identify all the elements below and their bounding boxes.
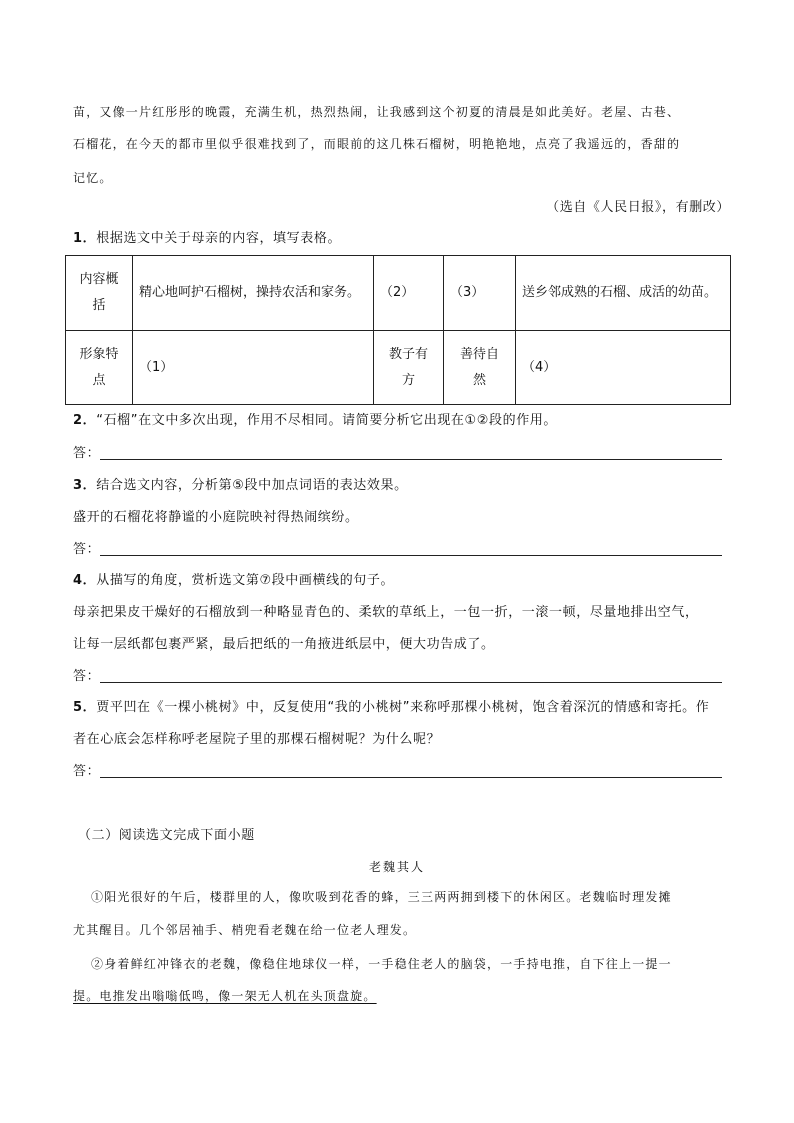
question-number: 1． [73,231,97,246]
question-text: 结合选文内容，分析第⑤段中加点词语的表达效果。 [96,478,408,493]
content-table [65,255,731,405]
question-2 [73,411,557,431]
question-quote: 盛开的石榴花将静谧的小庭院映衬得热闹缤纷。 [73,510,359,525]
table-cell-blank-2[interactable]: （2） [374,256,444,331]
table-cell-blank-3[interactable]: （3） [444,256,516,331]
answer-label: 答： [73,669,101,684]
question-text: 根据选文中关于母亲的内容，填写表格。 [96,231,342,246]
question-number: 5． [73,700,97,715]
question-quote: 让每一层纸都包裹严紧，最后把纸的一角掖进纸层中，便大功告成了。 [73,637,495,652]
table-cell: 善待自 然 [444,331,516,405]
table-cell: 教子有 方 [374,331,444,405]
article-paragraph-line: 尤其醒目。几个邻居袖手、梢兜看老魏在给一位老人理发。 [73,923,417,937]
question-1 [73,229,341,249]
passage-line: 石榴花，在今天的都市里似乎很难找到了，而眼前的这几株石榴树，明艳艳地，点亮了我遥远的，香甜的 [73,137,681,151]
underlined-sentence: 提。电推发出嗡嗡低鸣，像一架无人机在头顶盘旋。 [73,989,377,1003]
answer-line[interactable] [100,777,722,778]
question-number: 2． [73,413,97,428]
answer-line[interactable] [100,682,722,683]
section-heading: （二）阅读选文完成下面小题 [78,828,255,843]
passage-line: 苗，又像一片红彤彤的晚霞，充满生机，热烈热闹，让我感到这个初夏的清晨是如此美好。老屋、古巷、 [73,105,681,119]
table-cell: 精心地呵护石榴树，操持农活和家务。 [133,256,374,331]
question-text: “石榴”在文中多次出现，作用不尽相同。请简要分析它出现在①②段的作用。 [96,413,558,428]
article-paragraph-line: ①阳光很好的午后，楼群里的人，像吹吸到花香的蜂，三三两两拥到楼下的休闲区。老魏临时理发摊 [91,890,672,904]
article-title: 老魏其人 [368,860,425,874]
row-header-traits: 形象特 点 [66,331,133,405]
table-cell: 送乡邻成熟的石榴、成活的幼苗。 [516,256,731,331]
passage-source: （选自《人民日报》，有删改） [546,200,730,215]
question-text: 贾平凹在《一棵小桃树》中，反复使用“我的小桃树”来称呼那棵小桃树，饱含着深沉的情感和寄托。作 [96,700,710,715]
question-number: 4． [73,573,97,588]
answer-label: 答： [73,542,101,557]
answer-label: 答： [73,446,101,461]
answer-label: 答： [73,764,101,779]
table-cell-blank-1[interactable]: （1） [133,331,374,405]
question-4 [73,571,394,591]
question-3 [73,476,408,496]
question-number: 3． [73,478,97,493]
answer-line[interactable] [100,459,722,460]
article-paragraph-line: ②身着鲜红冲锋衣的老魏，像稳住地球仪一样，一手稳住老人的脑袋，一手持电推，自下往上一提一 [91,957,672,971]
question-quote: 母亲把果皮干燥好的石榴放到一种略显青色的、柔软的草纸上，一包一折，一滚一顿，尽量地排出空气， [73,605,699,620]
row-header-content: 内容概 括 [66,256,133,331]
question-5 [73,698,733,718]
question-text: 从描写的角度，赏析选文第⑦段中画横线的句子。 [96,573,395,588]
passage-line: 记忆。 [73,171,113,185]
table-cell-blank-4[interactable]: （4） [516,331,731,405]
answer-line[interactable] [100,555,722,556]
question-text: 者在心底会怎样称呼老屋院子里的那棵石榴树呢？为什么呢？ [73,732,441,747]
